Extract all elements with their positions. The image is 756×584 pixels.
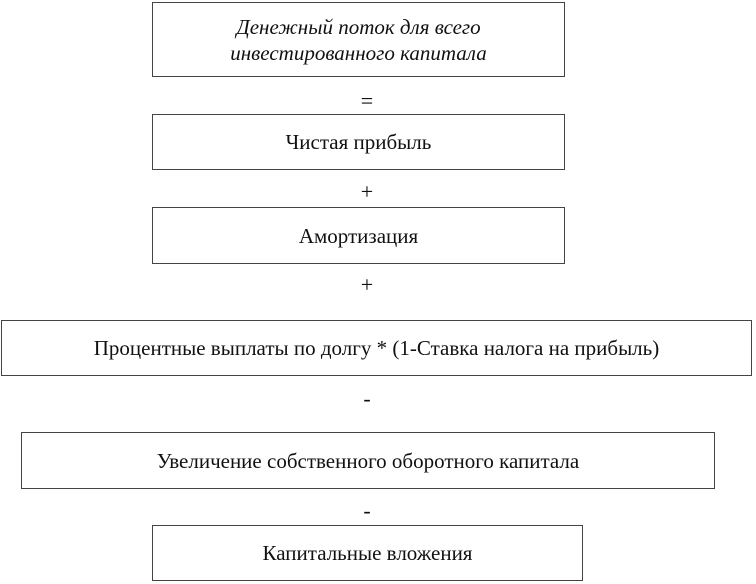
result-box-cash-flow xyxy=(152,2,565,77)
result-label-line1: Денежный поток для всего xyxy=(236,14,481,39)
net-profit-label: Чистая прибыль xyxy=(285,130,432,154)
box-capex xyxy=(152,525,583,581)
interest-label: Процентные выплаты по долгу * (1-Ставка налога на прибыль) xyxy=(93,336,660,360)
operator-minus-2: - xyxy=(363,498,371,523)
box-net-profit xyxy=(152,114,565,170)
operator-plus-2: + xyxy=(360,272,374,297)
operator-equals: = xyxy=(360,88,374,113)
box-interest-after-tax xyxy=(1,320,752,376)
box-working-capital xyxy=(21,432,715,489)
operator-plus-1: + xyxy=(360,179,374,204)
box-depreciation xyxy=(152,207,565,264)
result-label-line2: инвестированного капитала xyxy=(230,40,487,65)
capex-label: Капитальные вложения xyxy=(262,541,473,565)
working-capital-label: Увеличение собственного оборотного капитала xyxy=(156,448,580,473)
depreciation-label: Амортизация xyxy=(298,223,419,248)
operator-minus-1: - xyxy=(363,386,371,411)
